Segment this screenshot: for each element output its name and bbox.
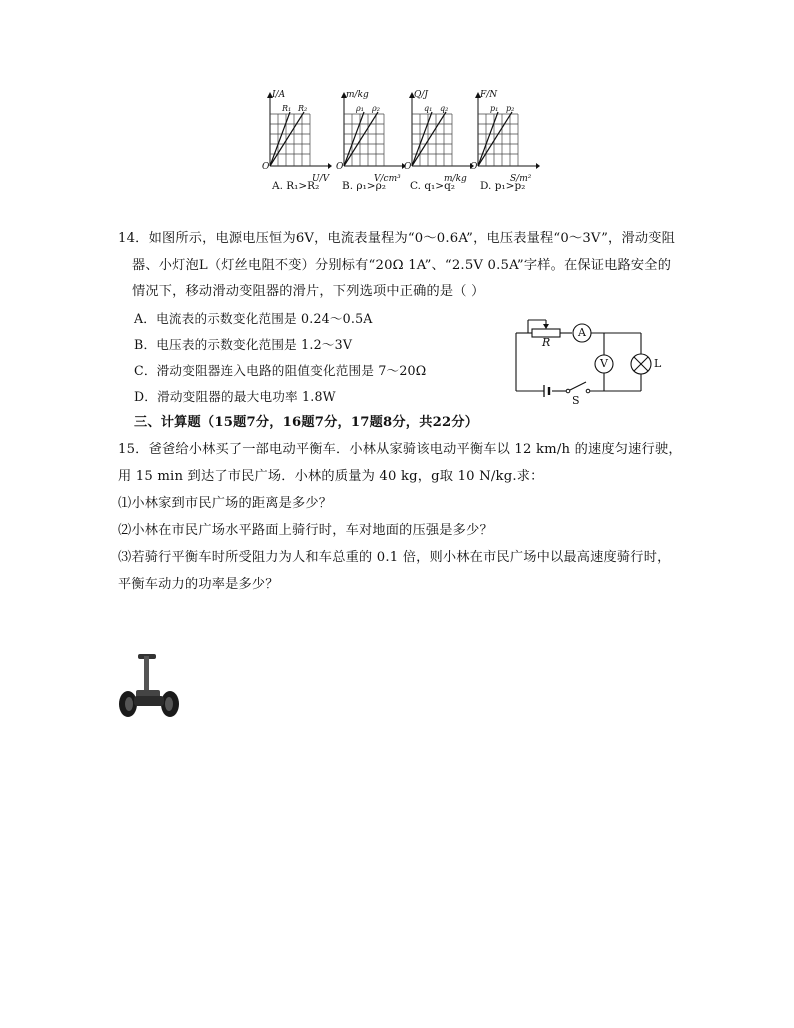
y-axis-label: F/N	[480, 90, 498, 100]
graph-b-caption: B. ρ₁>ρ₂	[342, 180, 386, 192]
q15-subquestion-4: 平衡车动力的功率是多少？	[118, 577, 279, 592]
q14-option-a: A．电流表的示数变化范围是 0.24～0.5A	[134, 311, 373, 326]
origin-label: O	[404, 162, 412, 172]
q15-subquestion-3: ⑶若骑行平衡车时所受阻力为人和车总重的 0.1 倍，则小林在市民广场中以最高速度骑行时，	[118, 550, 671, 565]
circuit-diagram	[508, 310, 668, 410]
origin-label: O	[262, 162, 270, 172]
q15-subquestion-2: ⑵小林在市民广场水平路面上骑行时，车对地面的压强是多少？	[118, 523, 493, 538]
line1-label: ρ₁	[356, 104, 364, 113]
y-axis-label: Q/J	[414, 90, 429, 100]
x-axis-label: U/V	[312, 174, 330, 184]
line2-label: ρ₂	[372, 104, 380, 113]
graph-b	[336, 90, 406, 186]
q15-stem-line1: 15．爸爸给小林买了一部电动平衡车．小林从家骑该电动平衡车以 12 km/h 的速度匀速行驶，	[118, 442, 682, 457]
x-axis-label: V/cm³	[374, 174, 401, 184]
q14-stem-line1: 14．如图所示，电源电压恒为6V，电流表量程为“0～0.6A”，电压表量程“0～3V”，滑动变阻	[118, 231, 675, 246]
q14-option-b: B．电压表的示数变化范围是 1.2～3V	[134, 337, 353, 352]
line1-label: R₁	[282, 104, 292, 113]
line2-label: q₂	[440, 104, 449, 113]
q14-stem-line2: 器、小灯泡L（灯丝电阻不变）分别标有“20Ω 1A”、“2.5V 0.5A”字样。在保证电路安全的	[132, 258, 672, 273]
x-axis-label: S/m²	[510, 174, 532, 184]
q14-stem-line3: 情况下，移动滑动变阻器的滑片，下列选项中正确的是（ ）	[132, 284, 485, 299]
graph-c	[404, 90, 474, 186]
graph-d-caption: D. p₁>p₂	[480, 180, 526, 192]
balance-scooter-image	[114, 650, 184, 722]
q15-subquestion-1: ⑴小林家到市民广场的距离是多少？	[118, 496, 333, 511]
graph-d	[470, 90, 540, 186]
lamp-label: L	[654, 357, 662, 370]
line2-label: p₂	[506, 104, 515, 113]
q15-stem-line2: 用 15 min 到达了市民广场．小林的质量为 40 kg，g取 10 N/kg.求：	[118, 469, 544, 484]
section-heading: 三、计算题（15题7分，16题7分，17题8分，共22分）	[134, 415, 479, 430]
line2-label: R₂	[298, 104, 308, 113]
graph-a-caption: A. R₁>R₂	[272, 180, 320, 192]
origin-label: O	[470, 162, 478, 172]
x-axis-label: m/kg	[444, 174, 467, 184]
line1-label: p₁	[490, 104, 499, 113]
y-axis-label: m/kg	[346, 90, 369, 100]
line1-label: q₁	[424, 104, 433, 113]
q14-option-c: C．滑动变阻器连入电路的阻值变化范围是 7～20Ω	[134, 363, 427, 378]
q14-option-d: D．滑动变阻器的最大电功率 1.8W	[134, 389, 336, 404]
ammeter-label: A	[578, 326, 586, 339]
y-axis-label: I/A	[272, 90, 286, 100]
origin-label: O	[336, 162, 344, 172]
switch-label: S	[572, 394, 580, 407]
graph-c-caption: C. q₁>q₂	[410, 180, 455, 192]
voltmeter-label: V	[600, 357, 608, 370]
rheostat-label: R	[542, 336, 551, 349]
graph-a	[262, 90, 332, 186]
